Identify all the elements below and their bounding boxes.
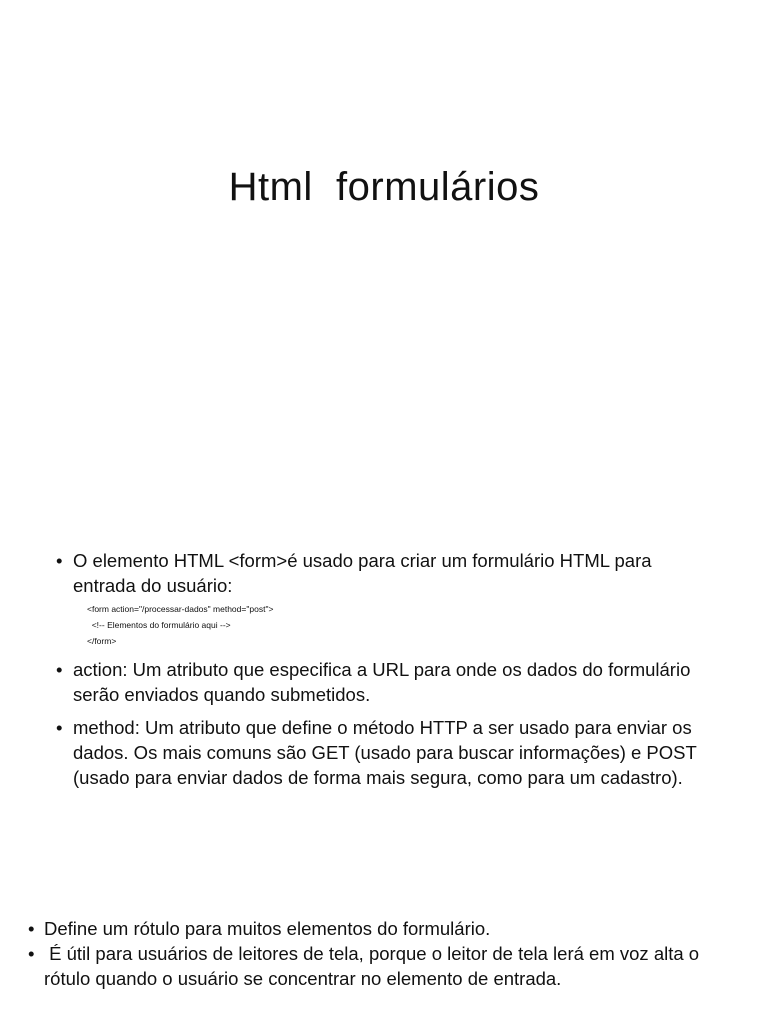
footer-bullet-list [28, 916, 748, 991]
bullet-text: O elemento HTML <form>é usado para criar um formulário HTML para entrada do usuário: [73, 550, 652, 596]
main-bullet-list [56, 548, 716, 798]
code-line: </form> [87, 636, 117, 646]
bullet-marker: • [28, 918, 35, 939]
bullet-marker: • [56, 659, 63, 680]
bullet-marker: • [28, 943, 35, 964]
code-line: <!-- Elementos do formulário aqui --> [87, 620, 231, 630]
footer-bullet-screen-reader [28, 941, 748, 991]
bullet-text: method: Um atributo que define o método HTTP a ser usado para enviar os dados. Os mais comuns são GET (usado para buscar informações) e POST (usado para enviar dados de forma mais segura, como para um cadastro). [73, 717, 697, 788]
code-line: <form action="/processar-dados" method="post"> [87, 604, 274, 614]
code-example [87, 601, 716, 649]
bullet-method-attribute [56, 715, 716, 790]
bullet-action-attribute [56, 657, 716, 707]
bullet-marker: • [56, 550, 63, 571]
bullet-text: action: Um atributo que especifica a URL para onde os dados do formulário serão enviados quando submetidos. [73, 659, 691, 705]
bullet-text: Define um rótulo para muitos elementos do formulário. [44, 918, 491, 939]
bullet-form-element [56, 548, 716, 649]
slide-title: Html formulários [228, 165, 540, 209]
bullet-text: É útil para usuários de leitores de tela, porque o leitor de tela lerá em voz alta o rótulo quando o usuário se concentrar no elemento de entrada. [44, 943, 705, 989]
footer-bullet-label-definition [28, 916, 748, 941]
bullet-marker: • [56, 717, 63, 738]
